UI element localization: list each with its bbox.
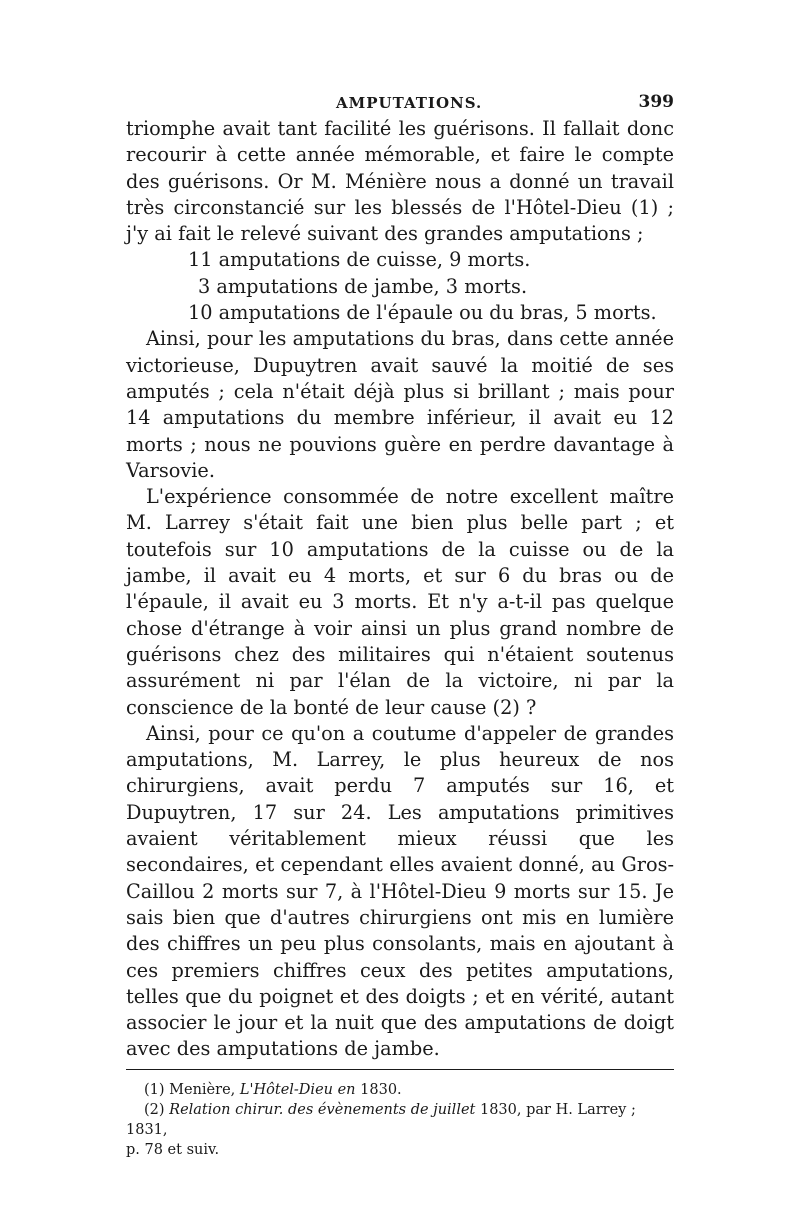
list-item: 10 amputations de l'épaule ou du bras, 5 morts. (188, 301, 657, 325)
list-item: 11 amputations de cuisse, 9 morts. (188, 248, 531, 272)
running-head (126, 88, 674, 116)
page-number: 399 (638, 92, 674, 112)
book-page (126, 88, 674, 1160)
footnote-author: Menière, (169, 1081, 236, 1098)
footnote-year: 1830. (360, 1081, 402, 1098)
footnote-marker: (2) (144, 1101, 165, 1118)
body-text (126, 116, 674, 1063)
footnote-title: L'Hôtel-Dieu en (239, 1081, 356, 1098)
amputation-list (126, 247, 674, 326)
footnote-1 (126, 1080, 674, 1100)
paragraph-4: Ainsi, pour ce qu'on a coutume d'appeler de grandes amputations, M. Larrey, le plus heureux de nos chirurgiens, avait perdu 7 amputés sur 16, et Dupuytren, 17 sur 24. Les amputations primitives avaient véritablement mieux réussi que les secondaires, et cependant elles avaient donné, au Gros-Caillou 2 morts sur 7, à l'Hôtel-Dieu 9 morts sur 15. Je sais bien que d'autres chirurgiens ont mis en lumière des chiffres un peu plus consolants, mais en ajoutant à ces premiers chiffres ceux des petites amputations, telles que du poignet et des doigts ; et en vérité, autant associer le jour et la nuit que des amputations de doigt avec des amputations de jambe. (126, 721, 674, 1061)
footnote-rule (126, 1069, 674, 1070)
footnote-details: 1830, par H. Larrey ; 1831, (126, 1101, 636, 1138)
running-title: AMPUTATIONS. (336, 94, 483, 112)
footnotes (126, 1080, 674, 1160)
footnote-2-continuation: p. 78 et suiv. (126, 1141, 220, 1158)
list-item: 3 amputations de jambe, 3 morts. (198, 274, 528, 298)
paragraph-2: Ainsi, pour les amputations du bras, dans cette année victorieuse, Dupuytren avait sauvé la moitié de ses amputés ; cela n'était déjà plus si brillant ; mais pour 14 amputations du membre inférieur, il avait eu 12 morts ; nous ne pouvions guère en perdre davantage à Varsovie. (126, 327, 674, 482)
footnote-2 (126, 1100, 674, 1140)
paragraph-1: triomphe avait tant facilité les guérisons. Il fallait donc recourir à cette année mémorable, et faire le compte des guérisons. Or M. Ménière nous a donné un travail très circonstancié sur les blessés de l'Hôtel-Dieu (1) ; j'y ai fait le relevé suivant des grandes amputations ; (126, 117, 674, 246)
footnote-marker: (1) (144, 1081, 165, 1098)
footnote-title: Relation chirur. des évènements de juillet (169, 1101, 476, 1118)
paragraph-3: L'expérience consommée de notre excellent maître M. Larrey s'était fait une bien plus belle part ; et toutefois sur 10 amputations de la cuisse ou de la jambe, il avait eu 4 morts, et sur 6 du bras ou de l'épaule, il avait eu 3 morts. Et n'y a-t-il pas quelque chose d'étrange à voir ainsi un plus grand nombre de guérisons chez des militaires qui n'étaient soutenus assurément ni par l'élan de la victoire, ni par la conscience de la bonté de leur cause (2) ? (126, 485, 674, 719)
